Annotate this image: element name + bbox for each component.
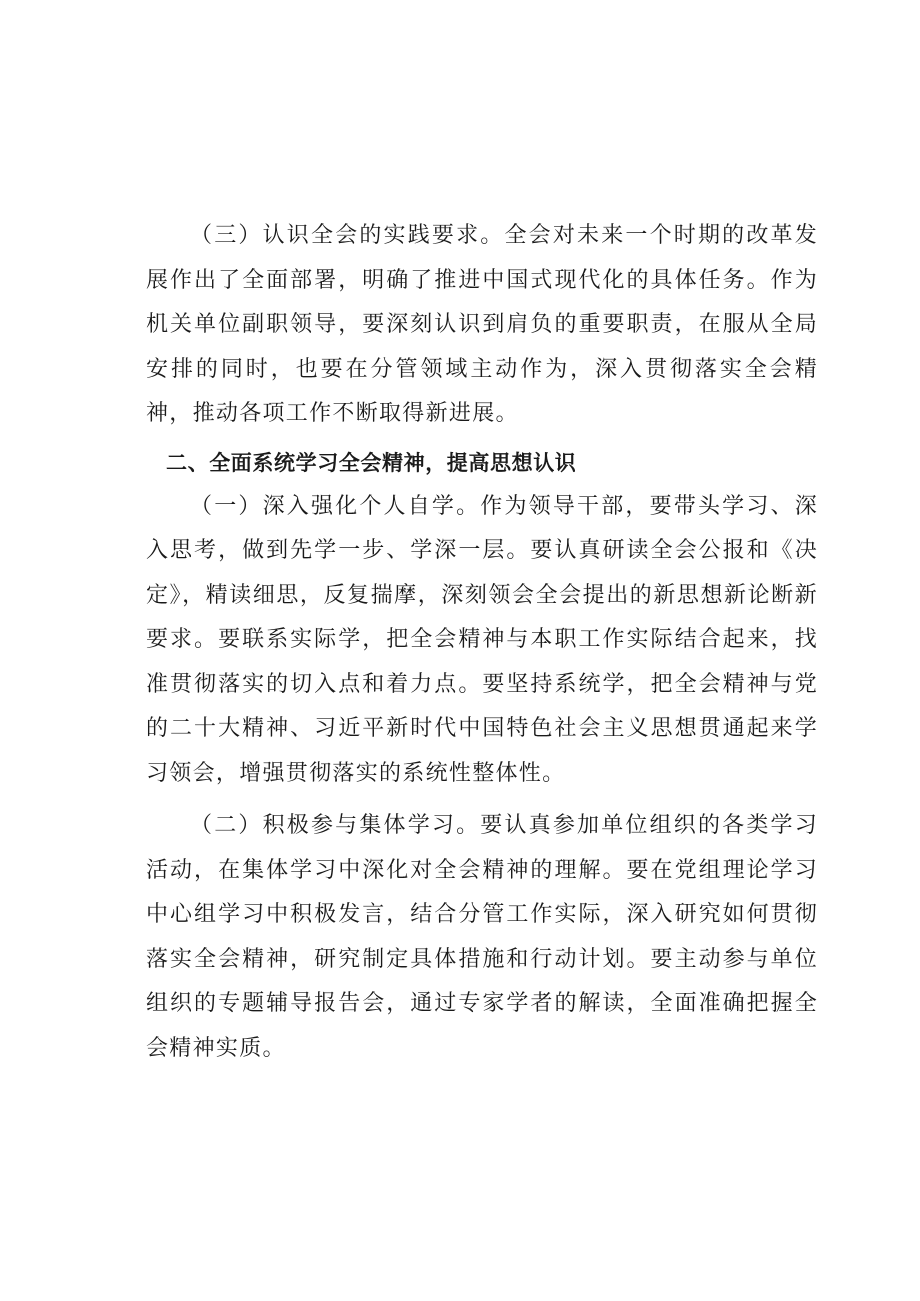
paragraph-self-study: （一）深入强化个人自学。作为领导干部，要带头学习、深入思考，做到先学一步、学深一层。要认真研读全会公报和《决定》，精读细思，反复揣摩，深刻领会全会提出的新思想新论断新要求。要联系实际学，把全会精神与本职工作实际结合起来，找准贯彻落实的切入点和着力点。要坚持系统学，把全会精神与党的二十大精神、习近平新时代中国特色社会主义思想贯通起来学习领会，增强贯彻落实的系统性整体性。 — [146, 493, 818, 786]
paragraph-gap — [146, 796, 818, 804]
paragraph-group-study: （二）积极参与集体学习。要认真参加单位组织的各类学习活动，在集体学习中深化对全会精神的理解。要在党组理论学习中心组学习中积极发言，结合分管工作实际，深入研究如何贯彻落实全会精神，研究制定具体措施和行动计划。要主动参与单位组织的专题辅导报告会，通过专家学者的解读，全面准确把握全会精神实质。 — [146, 813, 818, 1061]
document-body — [146, 214, 818, 1071]
section-heading-2: 二、全面系统学习全会精神，提高思想认识 — [166, 450, 577, 475]
paragraph-practice-requirements: （三）认识全会的实践要求。全会对未来一个时期的改革发展作出了全面部署，明确了推进中国式现代化的具体任务。作为机关单位副职领导，要深刻认识到肩负的重要职责，在服从全局安排的同时，也要在分管领域主动作为，深入贯彻落实全会精神，推动各项工作不断取得新进展。 — [146, 223, 818, 426]
